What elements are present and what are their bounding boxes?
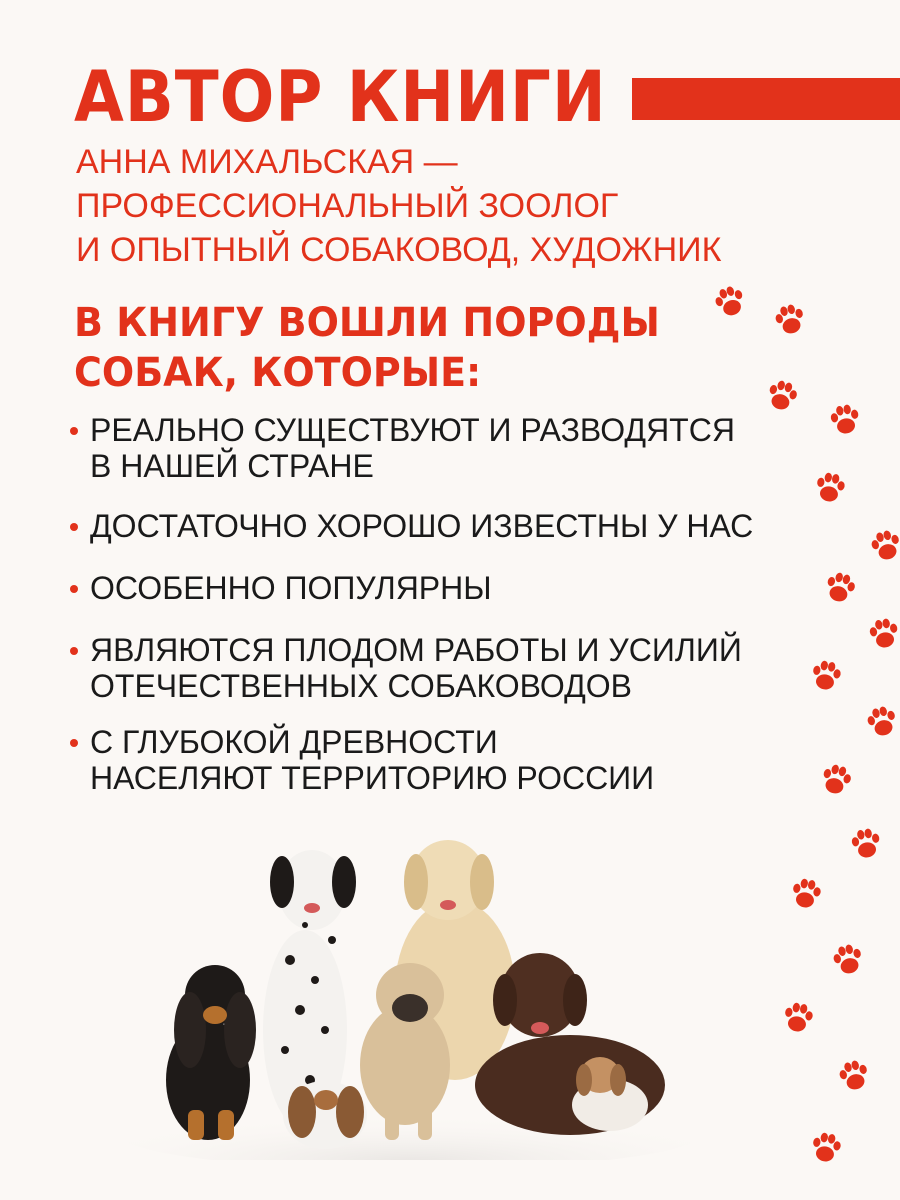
- list-item-text: ДОСТАТОЧНО ХОРОШО ИЗВЕСТНЫ У НАС: [90, 508, 754, 544]
- paw-print-icon: [810, 659, 842, 692]
- paw-print-icon: [765, 378, 799, 413]
- bullet-icon: [70, 523, 78, 531]
- list-item-text: В НАШЕЙ СТРАНЕ: [90, 448, 374, 484]
- paw-print-icon: [850, 827, 882, 860]
- paw-print-icon: [814, 471, 846, 504]
- paw-print-icon: [712, 283, 748, 319]
- list-item: [70, 412, 735, 484]
- page-title: АВТОР КНИГИ: [74, 56, 607, 138]
- list-item-text: НАСЕЛЯЮТ ТЕРРИТОРИЮ РОССИИ: [90, 760, 655, 796]
- author-line: И ОПЫТНЫЙ СОБАКОВОД, ХУДОЖНИК: [76, 231, 722, 269]
- bullet-icon: [70, 739, 78, 747]
- list-item-text: ОСОБЕННО ПОПУЛЯРНЫ: [90, 570, 492, 606]
- paw-print-icon: [831, 942, 865, 977]
- list-item: [70, 632, 742, 704]
- paw-print-icon: [819, 762, 853, 797]
- list-item-text: С ГЛУБОКОЙ ДРЕВНОСТИ: [90, 724, 498, 760]
- paw-print-icon: [782, 1001, 814, 1034]
- heading-line: СОБАК, КОТОРЫЕ:: [74, 350, 482, 396]
- bullet-icon: [70, 427, 78, 435]
- bullet-icon: [70, 647, 78, 655]
- list-item: [70, 724, 654, 796]
- list-item-text: РЕАЛЬНО СУЩЕСТВУЮТ И РАЗВОДЯТСЯ: [90, 412, 735, 448]
- bullet-icon: [70, 585, 78, 593]
- paw-print-icon: [790, 877, 822, 910]
- author-description: [76, 140, 721, 272]
- paw-print-icon: [869, 528, 900, 563]
- author-line: ПРОФЕССИОНАЛЬНЫЙ ЗООЛОГ: [76, 187, 619, 225]
- section-heading: [74, 298, 660, 398]
- paw-print-icon: [810, 1131, 842, 1164]
- paw-print-icon: [773, 302, 807, 337]
- paw-print-icon: [865, 704, 899, 739]
- list-item: [70, 570, 492, 606]
- dog-spaniel: [166, 965, 256, 1140]
- paw-print-icon: [837, 1058, 871, 1093]
- author-line: АННА МИХАЛЬСКАЯ —: [76, 143, 458, 181]
- heading-line: В КНИГУ ВОШЛИ ПОРОДЫ: [74, 300, 660, 346]
- list-item-text: ОТЕЧЕСТВЕННЫХ СОБАКОВОДОВ: [90, 668, 632, 704]
- paw-print-icon: [829, 403, 861, 436]
- list-item-text: ЯВЛЯЮТСЯ ПЛОДОМ РАБОТЫ И УСИЛИЙ: [90, 632, 742, 668]
- dog-beagle: [283, 1081, 367, 1149]
- list-item: [70, 508, 753, 544]
- dogs-illustration: [100, 830, 720, 1160]
- paw-print-icon: [823, 570, 857, 605]
- accent-bar: [632, 78, 900, 120]
- paw-print-icon: [868, 617, 900, 650]
